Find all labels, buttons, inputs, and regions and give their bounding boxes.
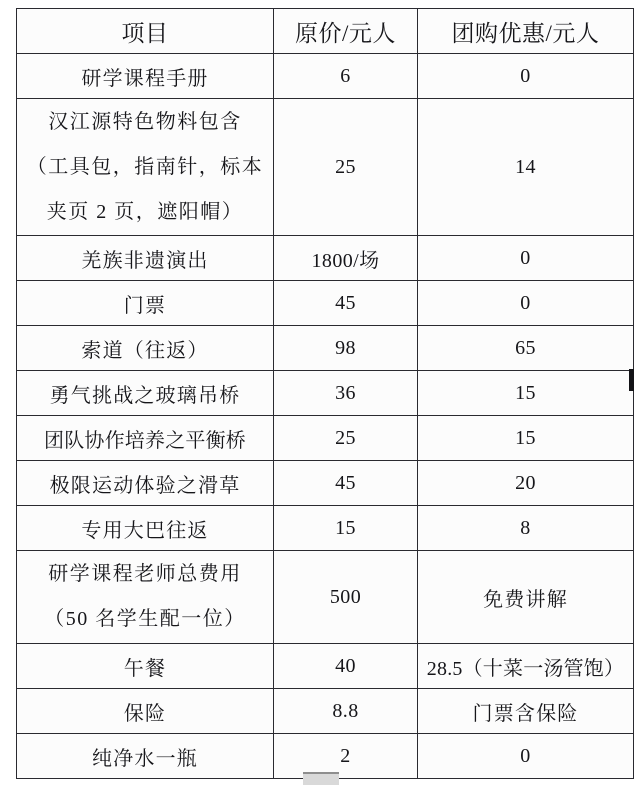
cell-group-price: 65 xyxy=(418,326,634,371)
cell-item: 索道（往返） xyxy=(17,326,274,371)
cell-item: 团队协作培养之平衡桥 xyxy=(17,416,274,461)
column-header-group-price: 团购优惠/元人 xyxy=(418,9,634,54)
table-body xyxy=(17,54,634,779)
cell-item: 纯净水一瓶 xyxy=(17,734,274,779)
cell-item: 羌族非遗演出 xyxy=(17,236,274,281)
cell-group-price: 0 xyxy=(418,734,634,779)
cell-group-price: 免费讲解 xyxy=(418,551,634,644)
table-row xyxy=(17,461,634,506)
cell-group-price: 15 xyxy=(418,371,634,416)
cell-group-price: 门票含保险 xyxy=(418,689,634,734)
table-row xyxy=(17,551,634,644)
cell-item-line: （50 名学生配一位） xyxy=(44,608,246,630)
cell-group-price: 15 xyxy=(418,416,634,461)
scan-bottom-artifact xyxy=(303,772,339,785)
cell-item: 勇气挑战之玻璃吊桥 xyxy=(17,371,274,416)
cell-original-price: 25 xyxy=(274,99,418,236)
cell-group-price: 0 xyxy=(418,54,634,99)
cell-item-line: 夹页 2 页，遮阳帽） xyxy=(46,200,244,223)
table-header-row xyxy=(17,9,634,54)
cell-item-line: （工具包，指南针，标本 xyxy=(26,155,264,178)
cell-original-price: 45 xyxy=(274,461,418,506)
cell-original-price: 6 xyxy=(274,54,418,99)
scan-edge-mark xyxy=(629,369,634,391)
cell-item: 极限运动体验之滑草 xyxy=(17,461,274,506)
cell-original-price: 15 xyxy=(274,506,418,551)
table-row xyxy=(17,506,634,551)
cell-item: 午餐 xyxy=(17,644,274,689)
cell-group-price: 28.5（十菜一汤管饱） xyxy=(418,644,634,689)
cell-item: 门票 xyxy=(17,281,274,326)
cell-group-price: 20 xyxy=(418,461,634,506)
column-header-original-price: 原价/元人 xyxy=(274,9,418,54)
cell-original-price: 98 xyxy=(274,326,418,371)
table-row xyxy=(17,416,634,461)
cell-group-price: 14 xyxy=(418,99,634,236)
table-row xyxy=(17,281,634,326)
cell-group-price: 0 xyxy=(418,281,634,326)
cell-group-price: 8 xyxy=(418,506,634,551)
cell-original-price: 2 xyxy=(274,734,418,779)
cell-original-price: 8.8 xyxy=(274,689,418,734)
cell-item-line: 汉江源特色物料包含 xyxy=(48,110,242,133)
cell-item: 专用大巴往返 xyxy=(17,506,274,551)
table-row xyxy=(17,326,634,371)
column-header-item: 项目 xyxy=(17,9,274,54)
cell-original-price: 25 xyxy=(274,416,418,461)
table-row xyxy=(17,54,634,99)
table-row xyxy=(17,236,634,281)
table-row xyxy=(17,689,634,734)
cell-original-price: 500 xyxy=(274,551,418,644)
table-header xyxy=(17,9,634,54)
price-table xyxy=(16,8,634,779)
cell-original-price: 40 xyxy=(274,644,418,689)
cell-group-price: 0 xyxy=(418,236,634,281)
cell-item xyxy=(17,99,274,236)
cell-item: 研学课程手册 xyxy=(17,54,274,99)
cell-original-price: 45 xyxy=(274,281,418,326)
cell-original-price: 36 xyxy=(274,371,418,416)
table-row xyxy=(17,371,634,416)
cell-original-price: 1800/场 xyxy=(274,236,418,281)
cell-item xyxy=(17,551,274,644)
cell-item: 保险 xyxy=(17,689,274,734)
cell-item-line: 研学课程老师总费用 xyxy=(48,563,242,585)
table-row xyxy=(17,99,634,236)
table-row xyxy=(17,644,634,689)
